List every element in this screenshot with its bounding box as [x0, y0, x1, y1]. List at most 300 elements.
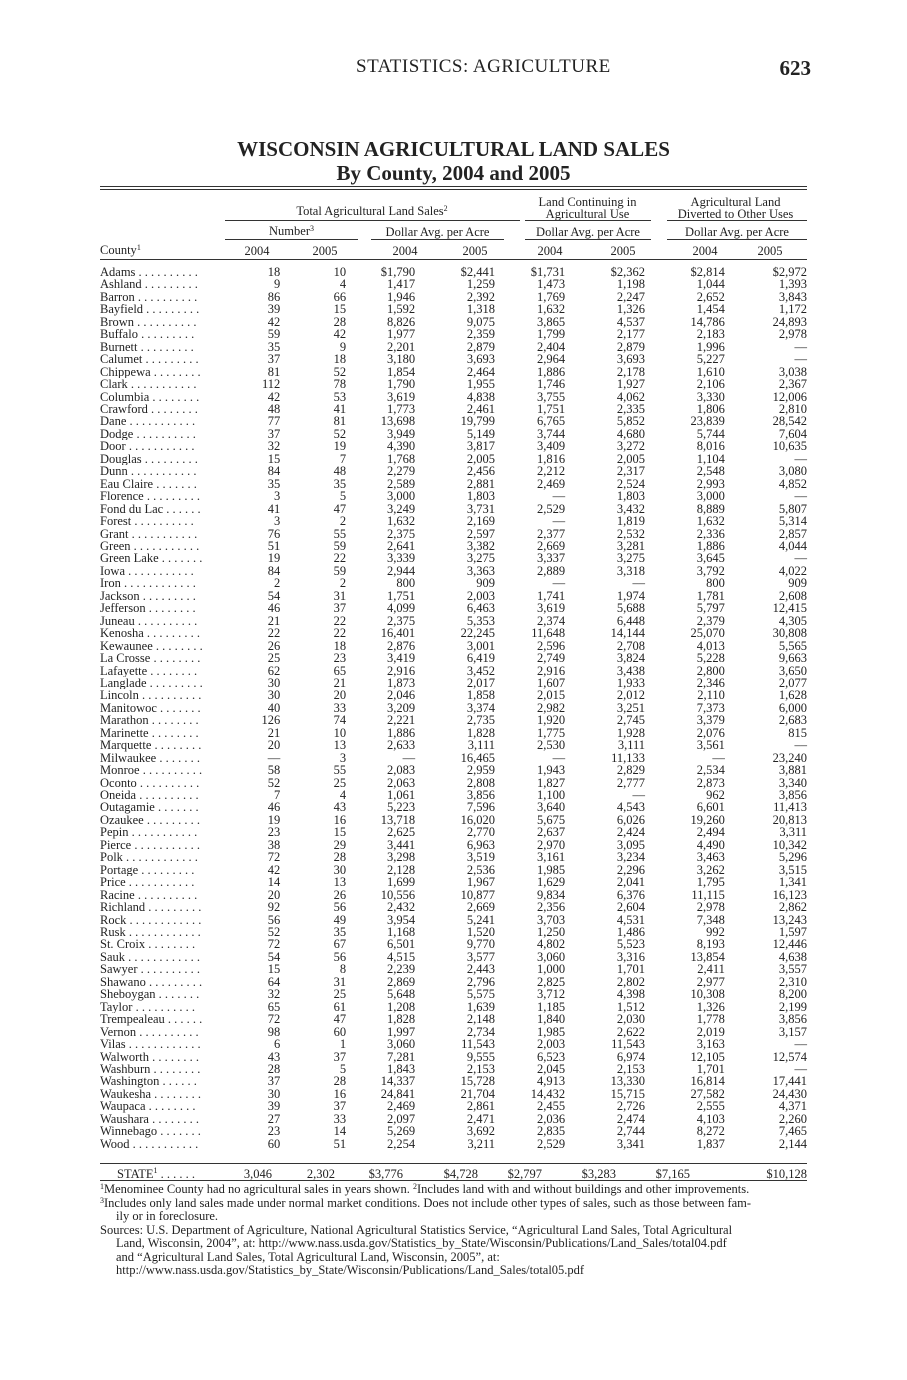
- value-cell: 4,515: [387, 949, 416, 964]
- page-number: 623: [779, 56, 811, 80]
- value-cell: 52: [267, 925, 281, 940]
- value-cell: 20: [267, 887, 281, 902]
- value-cell: 8: [339, 962, 347, 977]
- value-cell: 3,038: [778, 364, 807, 379]
- value-cell: 14: [267, 875, 281, 890]
- value-cell: 3: [273, 489, 281, 504]
- value-cell: 42: [267, 314, 281, 329]
- value-cell: 10,342: [772, 837, 807, 852]
- value-cell: 2,534: [696, 763, 725, 778]
- county-name-cell: Fond du Lac . . . . . .: [100, 502, 201, 516]
- value-cell: 3,949: [387, 426, 416, 441]
- county-name-cell: Columbia . . . . . . . .: [100, 390, 200, 403]
- value-cell: 6,000: [778, 700, 807, 715]
- value-cell: 35: [267, 476, 281, 491]
- value-cell: 2,375: [387, 613, 416, 628]
- value-cell: 4,398: [616, 987, 646, 1002]
- value-cell: 2,808: [466, 775, 495, 790]
- value-cell: 2,810: [778, 401, 807, 416]
- value-cell: 48: [267, 401, 281, 416]
- footnote-marker: 3: [100, 1195, 104, 1205]
- footnote-ref-1: 1: [136, 243, 141, 252]
- value-cell: 21: [267, 725, 281, 740]
- value-cell: 3,432: [616, 501, 646, 516]
- value-cell: 3,163: [696, 1037, 725, 1052]
- value-cell: 9,834: [537, 887, 566, 902]
- value-cell: 1,778: [696, 1012, 725, 1027]
- header-rule-continuing: [525, 220, 651, 221]
- value-cell: 1,837: [696, 1136, 725, 1151]
- table-row: [100, 689, 807, 701]
- value-cell: 2,669: [537, 538, 566, 553]
- value-cell: 1,828: [387, 1012, 416, 1027]
- top-rule: [100, 186, 807, 187]
- value-cell: 1,250: [537, 925, 566, 940]
- value-cell: 2,597: [466, 526, 495, 541]
- county-name-cell: Lafayette . . . . . . . .: [100, 664, 198, 677]
- value-cell: 962: [706, 788, 725, 803]
- county-name-cell: Vilas . . . . . . . . . . . .: [100, 1038, 201, 1051]
- value-cell: 2,076: [696, 725, 725, 740]
- value-cell: 3,438: [616, 663, 646, 678]
- footnote-1-2: [100, 1183, 816, 1197]
- value-cell: 12,006: [772, 389, 807, 404]
- value-cell: 4,305: [778, 613, 807, 628]
- value-cell: 1,997: [387, 1024, 416, 1039]
- value-cell: 52: [267, 775, 281, 790]
- value-cell: 7: [273, 788, 281, 803]
- value-cell: 2,735: [466, 713, 495, 728]
- value-cell: 3,157: [778, 1024, 807, 1039]
- county-name-cell: Calumet . . . . . . . . .: [100, 353, 199, 366]
- value-cell: 1,172: [778, 302, 807, 317]
- value-cell: 2,652: [696, 289, 725, 304]
- value-cell: 4,371: [778, 1099, 807, 1114]
- value-cell: 9,075: [466, 314, 495, 329]
- table-row: [100, 1100, 807, 1112]
- value-cell: 1,955: [466, 377, 495, 392]
- value-cell: 41: [267, 501, 281, 516]
- value-cell: 1,974: [616, 588, 646, 603]
- value-cell: 18: [267, 265, 281, 279]
- county-name-cell: Eau Claire . . . . . . .: [100, 477, 197, 491]
- county-name-cell: Vernon . . . . . . . . . .: [100, 1025, 199, 1039]
- value-cell: 19: [267, 551, 281, 566]
- value-cell: 64: [267, 974, 281, 989]
- value-cell: 42: [267, 389, 281, 404]
- county-name-cell: Richland . . . . . . . . .: [100, 901, 202, 914]
- value-cell: 3,441: [387, 837, 416, 852]
- value-cell: 47: [333, 1012, 347, 1027]
- top-rule-2: [100, 189, 807, 190]
- value-cell: 25: [333, 775, 347, 790]
- value-cell: 3,645: [696, 551, 725, 566]
- value-cell: 1,828: [466, 725, 495, 740]
- value-cell: 1,610: [696, 364, 725, 379]
- value-cell: 7,604: [778, 426, 807, 441]
- value-cell: 6,463: [466, 601, 495, 616]
- value-cell: 1,858: [466, 688, 495, 703]
- header-year: 2004: [537, 244, 563, 258]
- footnote-ref-3: 3: [309, 224, 314, 233]
- value-cell: 112: [261, 377, 281, 392]
- bottom-rule: [100, 1180, 807, 1181]
- state-value: $7,165: [655, 1167, 690, 1181]
- county-name-cell: Waushara . . . . . . . .: [100, 1112, 199, 1126]
- value-cell: 13,243: [772, 912, 807, 927]
- value-cell: 1,746: [537, 377, 566, 392]
- value-cell: 3,341: [616, 1136, 646, 1151]
- value-cell: 1,473: [537, 277, 566, 292]
- county-table-body: [100, 266, 807, 1150]
- value-cell: 55: [333, 526, 347, 541]
- value-cell: 14,144: [610, 626, 646, 641]
- value-cell: 24,430: [772, 1086, 807, 1101]
- value-cell: 6,448: [616, 613, 646, 628]
- value-cell: 2,524: [616, 476, 646, 491]
- table-row: [100, 1013, 807, 1025]
- value-cell: 98: [267, 1024, 281, 1039]
- value-cell: 1,512: [616, 999, 646, 1014]
- value-cell: 2,869: [387, 974, 416, 989]
- value-cell: 2,683: [778, 713, 807, 728]
- value-cell: 2,017: [466, 675, 495, 690]
- value-cell: 9: [339, 339, 347, 354]
- value-cell: 1,819: [616, 514, 646, 529]
- county-name-cell: Manitowoc . . . . . . .: [100, 701, 201, 715]
- header-continuing: [525, 196, 650, 220]
- value-cell: 3,817: [466, 439, 495, 454]
- value-cell: 2,063: [387, 775, 416, 790]
- header-continuing-line-2: Agricultural Use: [545, 207, 630, 221]
- value-cell: 4: [339, 277, 347, 292]
- value-cell: 2,916: [537, 663, 566, 678]
- county-name-cell: Outagamie . . . . . . .: [100, 801, 199, 814]
- value-cell: 3,180: [387, 352, 416, 367]
- value-cell: 30,808: [772, 626, 807, 641]
- value-cell: 2,641: [387, 538, 416, 553]
- value-cell: 2,835: [537, 1124, 566, 1139]
- value-cell: 2,469: [387, 1099, 416, 1114]
- county-name-cell: Langlade . . . . . . . . .: [100, 676, 203, 690]
- value-cell: 15,715: [610, 1086, 646, 1101]
- value-cell: 15: [333, 302, 347, 317]
- value-cell: 2,221: [387, 713, 416, 728]
- value-cell: 1,341: [778, 875, 807, 890]
- value-cell: ––: [794, 1037, 807, 1052]
- value-cell: 1,803: [616, 489, 646, 504]
- value-cell: 1,943: [537, 763, 566, 778]
- value-cell: 2,800: [696, 663, 725, 678]
- value-cell: 20,813: [772, 812, 807, 827]
- value-cell: 1,751: [387, 588, 416, 603]
- value-cell: 37: [333, 601, 347, 616]
- value-cell: 3: [273, 514, 281, 529]
- value-cell: 11,115: [691, 887, 725, 902]
- footnote-marker: 2: [412, 1182, 417, 1191]
- value-cell: 28: [333, 850, 347, 865]
- county-name-cell: Milwaukee . . . . . . .: [100, 751, 200, 765]
- value-cell: 43: [267, 1049, 281, 1064]
- value-cell: 2,471: [466, 1111, 495, 1126]
- value-cell: 46: [267, 800, 281, 815]
- value-cell: 4,044: [778, 538, 807, 553]
- county-name-cell: Sauk . . . . . . . . . . . .: [100, 950, 200, 964]
- value-cell: 11,133: [611, 750, 646, 765]
- value-cell: 17,441: [772, 1074, 807, 1089]
- value-cell: 2,456: [466, 464, 495, 479]
- value-cell: 2,296: [616, 862, 646, 877]
- value-cell: 62: [267, 663, 281, 678]
- value-cell: 8,889: [696, 501, 725, 516]
- county-name-cell: Bayfield . . . . . . . . .: [100, 303, 200, 316]
- value-cell: 7,596: [466, 800, 495, 815]
- value-cell: 3,561: [696, 738, 725, 753]
- value-cell: 2,110: [697, 688, 725, 703]
- value-cell: $2,972: [772, 265, 807, 279]
- value-cell: 30: [267, 675, 281, 690]
- value-cell: 3,452: [466, 663, 495, 678]
- value-cell: 1,933: [616, 675, 646, 690]
- value-cell: 5,296: [778, 850, 807, 865]
- value-cell: 2,964: [537, 352, 566, 367]
- value-cell: 35: [333, 476, 347, 491]
- header-number: [225, 225, 358, 237]
- value-cell: 58: [267, 763, 281, 778]
- header-total-sales-text: Total Agricultural Land Sales: [296, 204, 444, 218]
- value-cell: 2,239: [387, 962, 416, 977]
- table-row: [100, 739, 807, 751]
- value-cell: 2,529: [537, 1136, 566, 1151]
- value-cell: 2,036: [537, 1111, 566, 1126]
- value-cell: 2,411: [697, 962, 725, 977]
- table-row: [100, 876, 807, 888]
- value-cell: 27,582: [690, 1086, 725, 1101]
- state-value: $3,776: [368, 1167, 403, 1181]
- value-cell: 1,775: [537, 725, 566, 740]
- value-cell: 28: [267, 1062, 281, 1076]
- value-cell: 3,111: [467, 738, 495, 753]
- value-cell: 1,326: [696, 999, 725, 1014]
- value-cell: 2,881: [466, 476, 495, 491]
- value-cell: 15,728: [460, 1074, 495, 1089]
- value-cell: 1,886: [696, 538, 725, 553]
- value-cell: 7,348: [696, 912, 725, 927]
- footnote-3-cont: ily or in foreclosure.: [116, 1209, 219, 1223]
- value-cell: 1,781: [696, 588, 725, 603]
- table-row: [100, 826, 807, 838]
- value-cell: 1,843: [387, 1062, 416, 1076]
- value-cell: 52: [333, 426, 347, 441]
- header-rule-diverted: [667, 220, 807, 221]
- value-cell: 4,638: [778, 949, 807, 964]
- value-cell: $2,441: [460, 265, 495, 279]
- value-cell: 2,978: [696, 900, 725, 915]
- value-cell: 2,734: [466, 1024, 495, 1039]
- value-cell: 7: [339, 451, 347, 466]
- value-cell: 2,461: [466, 401, 495, 416]
- value-cell: 4,531: [616, 912, 646, 927]
- value-cell: 30: [333, 862, 347, 877]
- table-row: [100, 565, 807, 577]
- table-row: [100, 777, 807, 789]
- sources-line-1: Sources: U.S. Department of Agriculture, National Agricultural Statistics Service, “Agricultural Land Sales, Total Agricultural: [100, 1222, 733, 1237]
- value-cell: 2,596: [537, 638, 566, 653]
- header-year: 2005: [312, 244, 338, 258]
- table-row: [100, 1125, 807, 1137]
- value-cell: $2,362: [610, 265, 646, 279]
- value-cell: ––: [552, 576, 566, 591]
- value-cell: 23: [267, 1124, 281, 1139]
- value-cell: 54: [267, 588, 281, 603]
- value-cell: 2,993: [696, 476, 725, 491]
- county-name-cell: Green . . . . . . . . . . .: [100, 539, 200, 553]
- value-cell: ––: [794, 352, 807, 367]
- value-cell: 6,501: [387, 937, 416, 952]
- value-cell: 33: [333, 700, 347, 715]
- value-cell: 1,061: [387, 788, 416, 803]
- value-cell: 1,597: [778, 925, 807, 940]
- value-cell: $2,814: [690, 265, 725, 279]
- value-cell: 5,675: [537, 812, 566, 827]
- value-cell: 3,712: [537, 987, 566, 1002]
- value-cell: 1,701: [696, 1062, 725, 1076]
- value-cell: 2,770: [466, 825, 495, 840]
- value-cell: 1,208: [387, 999, 416, 1014]
- value-cell: 3,419: [387, 651, 416, 666]
- value-cell: 5,314: [778, 514, 807, 529]
- value-cell: 16,465: [460, 750, 495, 765]
- state-label-leader: . . . . . .: [157, 1167, 195, 1181]
- value-cell: 61: [333, 999, 347, 1014]
- value-cell: 1: [339, 1037, 347, 1052]
- value-cell: 23: [333, 651, 347, 666]
- value-cell: 32: [267, 439, 281, 454]
- value-cell: 13,854: [690, 949, 725, 964]
- value-cell: 8,826: [387, 314, 416, 329]
- value-cell: 10,308: [690, 987, 725, 1002]
- value-cell: 5,227: [696, 352, 725, 367]
- county-name-cell: Winnebago . . . . . . .: [100, 1125, 201, 1138]
- county-name-cell: Oneida . . . . . . . . . .: [100, 789, 199, 802]
- value-cell: 2,744: [616, 1124, 646, 1139]
- value-cell: 18: [333, 638, 347, 653]
- value-cell: 13,698: [380, 414, 416, 429]
- table-row: [100, 490, 807, 502]
- header-rule-number: [225, 239, 358, 240]
- value-cell: 2,003: [466, 588, 495, 603]
- county-name-cell: Juneau . . . . . . . . . .: [100, 614, 198, 628]
- table-row: [100, 602, 807, 614]
- value-cell: 2,469: [537, 476, 566, 491]
- value-cell: 5,149: [466, 426, 495, 441]
- value-cell: 5,565: [778, 638, 807, 653]
- value-cell: 2,377: [537, 526, 566, 541]
- value-cell: 2,589: [387, 476, 416, 491]
- table-row: [100, 353, 807, 365]
- value-cell: 52: [333, 364, 347, 379]
- value-cell: 3,640: [537, 800, 566, 815]
- value-cell: 3,693: [466, 352, 495, 367]
- value-cell: 42: [333, 327, 347, 342]
- value-cell: 30: [267, 688, 281, 703]
- header-diverted: [663, 196, 808, 220]
- footnote-1-text: Menominee County had no agricultural sales in years shown.: [104, 1182, 410, 1196]
- value-cell: 3,330: [696, 389, 725, 404]
- county-name-cell: Burnett . . . . . . . . .: [100, 340, 194, 354]
- value-cell: 3,275: [466, 551, 495, 566]
- county-name-cell: Waukesha . . . . . . . .: [100, 1087, 202, 1101]
- value-cell: 1,928: [616, 725, 646, 740]
- value-cell: 3,865: [537, 314, 566, 329]
- value-cell: 1,946: [387, 289, 416, 304]
- value-cell: 909: [476, 576, 495, 591]
- value-cell: 1,699: [387, 875, 416, 890]
- value-cell: 3,262: [696, 862, 725, 877]
- county-name-cell: Rock . . . . . . . . . . . .: [100, 913, 202, 927]
- header-total-sales: [222, 205, 522, 217]
- county-name-cell: La Crosse . . . . . . . .: [100, 652, 201, 665]
- county-name-cell: Ashland . . . . . . . . .: [100, 278, 198, 291]
- value-cell: 3,382: [466, 538, 495, 553]
- county-name-cell: Barron . . . . . . . . . .: [100, 290, 198, 304]
- county-name-cell: Portage . . . . . . . . .: [100, 863, 195, 877]
- value-cell: 2,879: [466, 339, 495, 354]
- table-row: [100, 1138, 807, 1150]
- value-cell: 2,879: [616, 339, 646, 354]
- value-cell: 6,765: [537, 414, 566, 429]
- value-cell: 4,802: [537, 937, 566, 952]
- value-cell: 5,223: [387, 800, 416, 815]
- value-cell: 7,465: [778, 1124, 807, 1139]
- value-cell: 20: [333, 688, 347, 703]
- county-name-cell: Clark . . . . . . . . . . .: [100, 378, 197, 391]
- value-cell: 59: [267, 327, 281, 342]
- value-cell: 28: [333, 1074, 347, 1089]
- table-row: [100, 627, 807, 639]
- value-cell: $1,790: [380, 265, 416, 279]
- value-cell: 1,100: [537, 788, 566, 803]
- value-cell: 9,555: [466, 1049, 495, 1064]
- value-cell: 2,169: [466, 514, 495, 529]
- county-name-cell: Wood . . . . . . . . . . .: [100, 1137, 199, 1151]
- value-cell: 15: [333, 825, 347, 840]
- value-cell: 22: [333, 626, 347, 641]
- value-cell: 11,413: [773, 800, 807, 815]
- value-cell: 2,153: [466, 1062, 495, 1076]
- footnote-3-text: Includes only land sales made under normal market conditions. Does not include other types of sales, such as those between fam-: [104, 1195, 752, 1210]
- value-cell: 1,773: [387, 401, 416, 416]
- value-cell: 16,401: [380, 626, 416, 641]
- value-cell: 84: [267, 464, 281, 479]
- value-cell: 18: [333, 352, 347, 367]
- value-cell: 3,703: [537, 912, 566, 927]
- value-cell: 3,340: [778, 775, 807, 790]
- county-name-cell: Washington . . . . . .: [100, 1075, 197, 1088]
- value-cell: 16,020: [460, 812, 495, 827]
- value-cell: 1,996: [696, 339, 725, 354]
- value-cell: 2,201: [387, 339, 416, 354]
- value-cell: 909: [788, 576, 807, 591]
- value-cell: 3,881: [778, 763, 807, 778]
- value-cell: 4,022: [778, 563, 807, 578]
- value-cell: 21,704: [460, 1086, 495, 1101]
- value-cell: 4,852: [778, 476, 807, 491]
- value-cell: 6,963: [466, 837, 495, 852]
- value-cell: 2,977: [696, 974, 725, 989]
- value-cell: 1,790: [387, 377, 416, 392]
- value-cell: 1,967: [466, 875, 495, 890]
